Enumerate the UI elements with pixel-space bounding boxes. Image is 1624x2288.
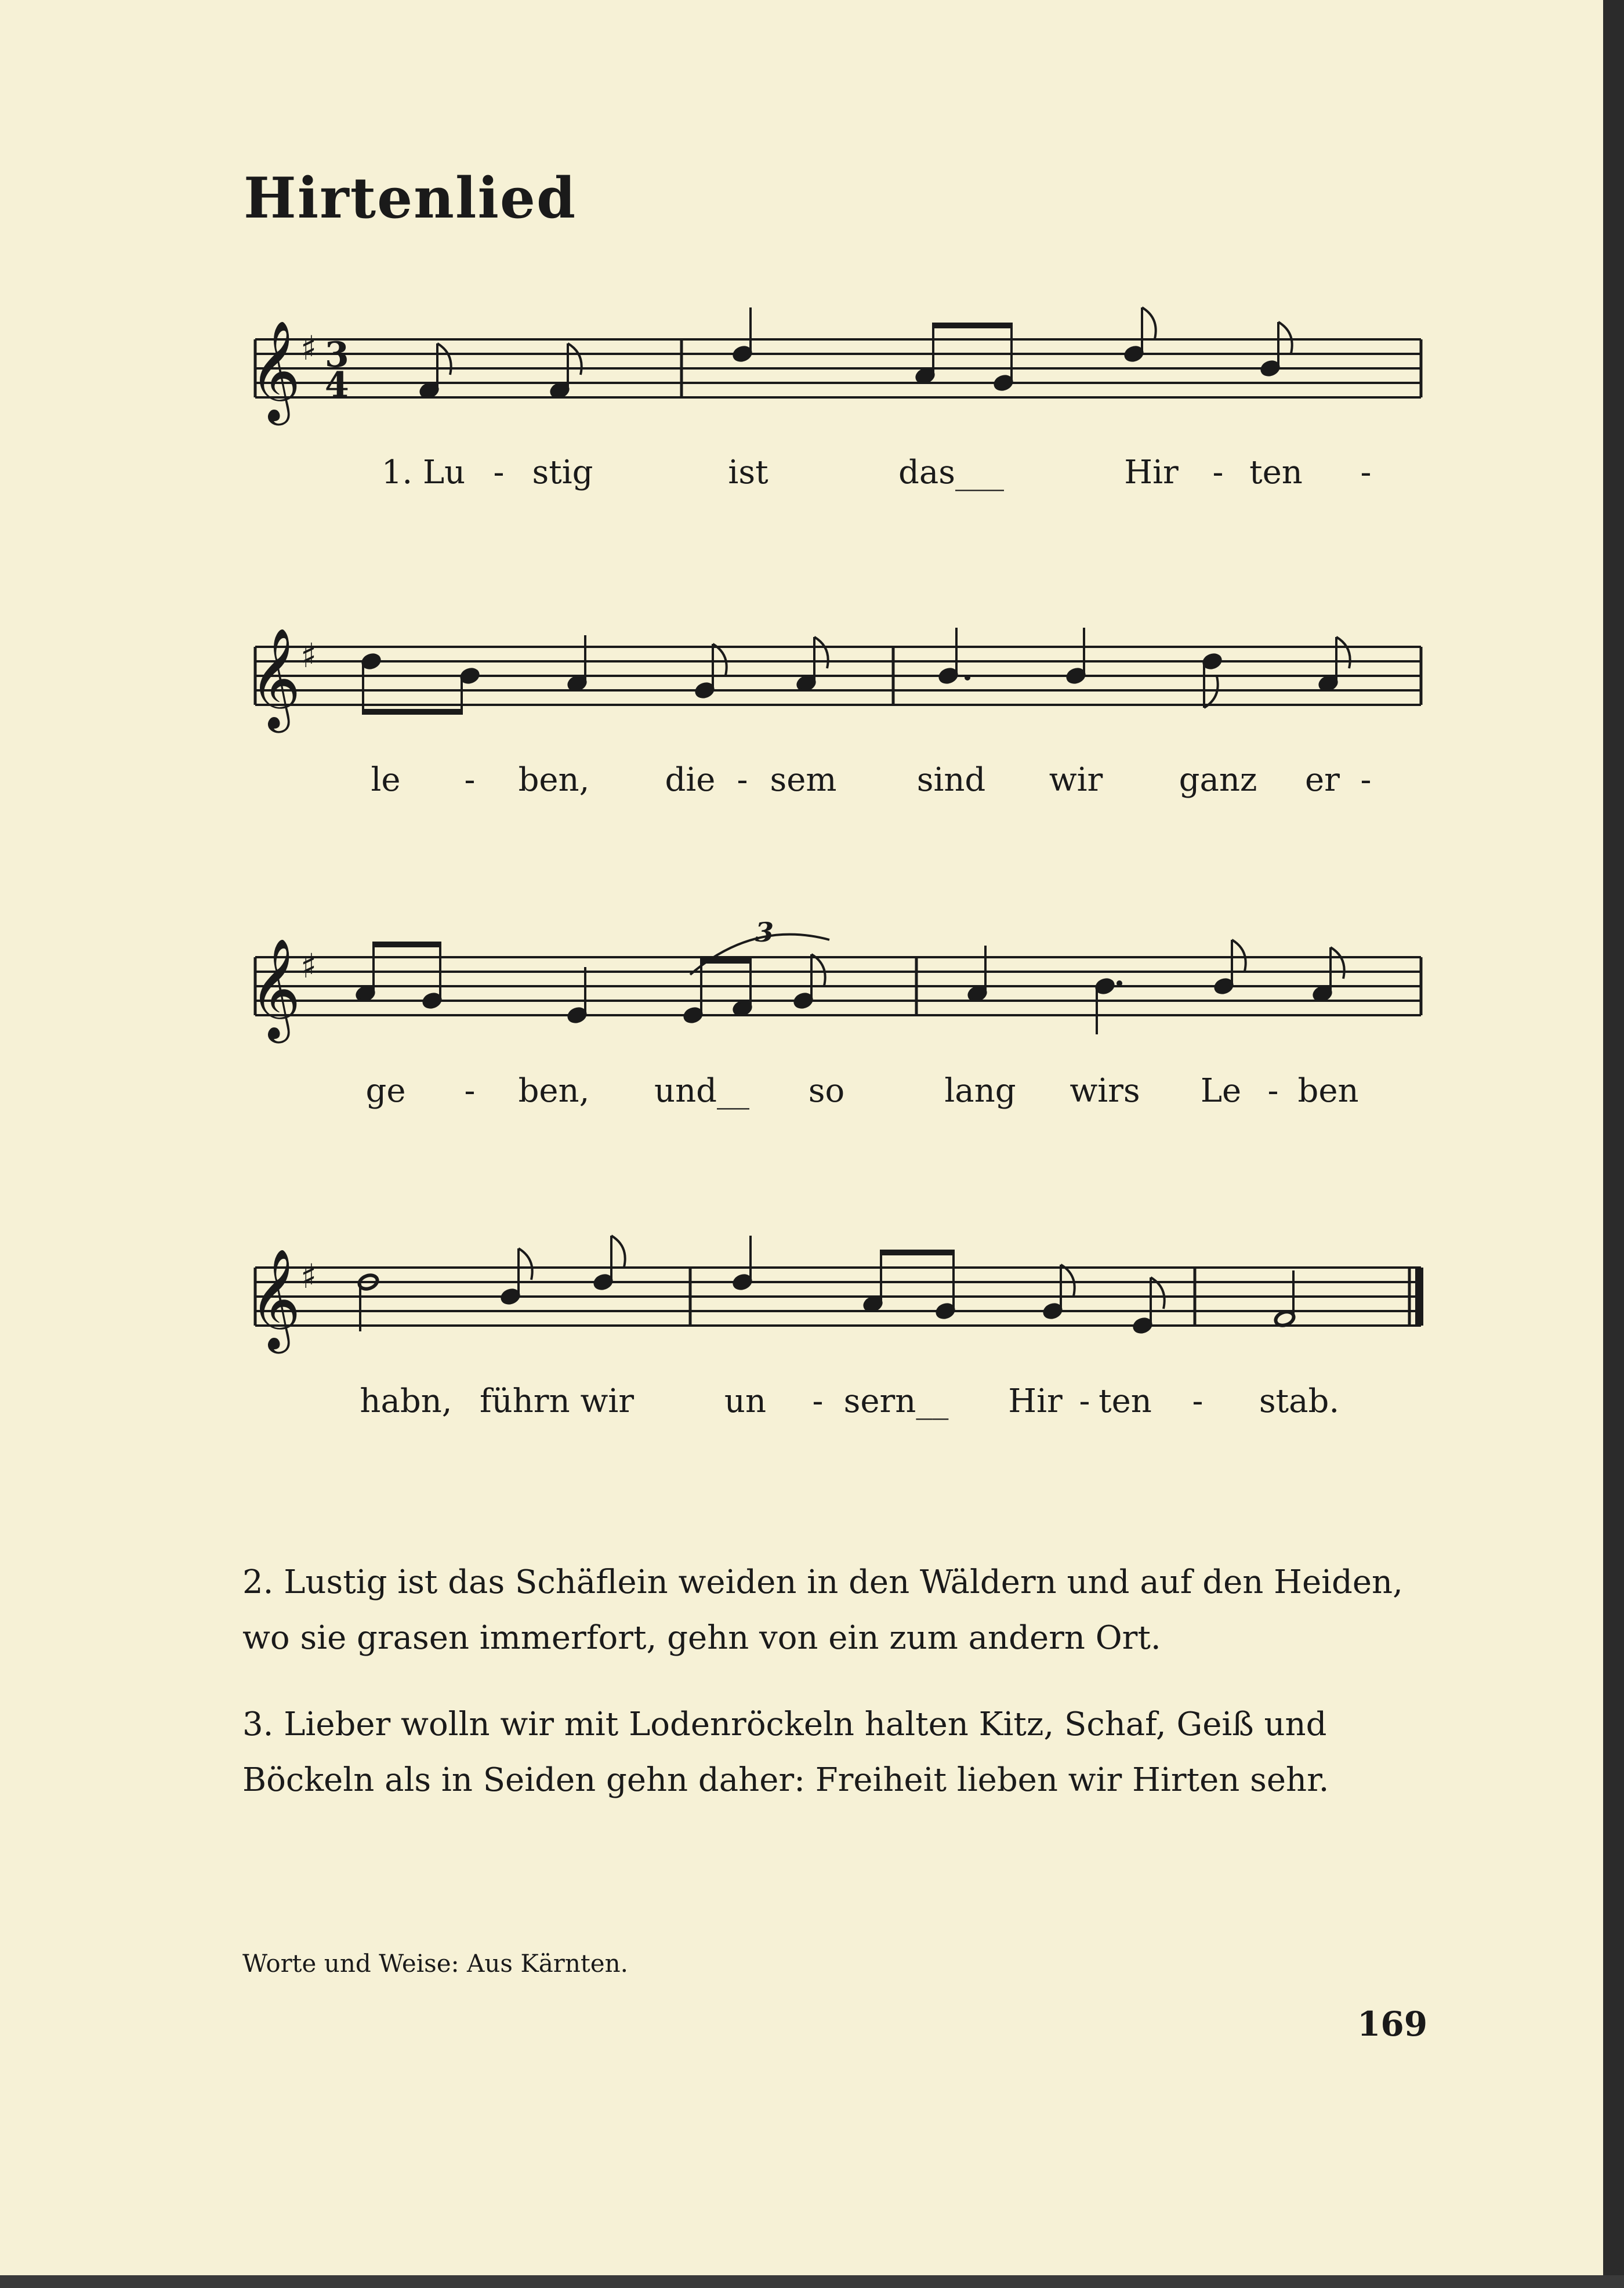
lyric-hyphen: - — [464, 761, 476, 799]
lyric-syllable: sind — [916, 761, 986, 799]
staff-system-4 — [232, 1207, 1438, 1381]
staff-lines — [255, 647, 1421, 705]
lyrics-line-4 — [232, 1382, 1438, 1435]
lyric-syllable: ist — [728, 454, 768, 491]
lyric-hyphen: - — [464, 1072, 476, 1110]
treble-clef: 𝄞 — [249, 1248, 301, 1349]
lyric-syllable: ten — [1099, 1382, 1152, 1420]
lyric-syllable: Le — [1200, 1072, 1242, 1110]
lyric-hyphen: - — [493, 454, 505, 491]
lyrics-line-2 — [232, 761, 1438, 813]
key-signature-sharp: ♯ — [300, 636, 317, 675]
lyric-syllable: wir — [1049, 761, 1103, 799]
verse-2: 2. Lustig ist das Schäflein weiden in den Wäldern und auf den Heiden, wo sie grasen immerfort, gehn von ein zum andern Ort. — [242, 1563, 1403, 1657]
lyric-syllable: lang — [944, 1072, 1016, 1110]
credits: Worte und Weise: Aus Kärnten. — [242, 1949, 629, 1978]
lyric-hyphen: - — [1192, 1382, 1204, 1420]
key-signature-sharp: ♯ — [300, 946, 317, 986]
lyric-hyphen: - — [1360, 454, 1372, 491]
page-edge-right — [1603, 0, 1624, 2288]
treble-clef: 𝄞 — [249, 320, 301, 421]
lyric-syllable: und__ — [654, 1072, 749, 1110]
lyric-hyphen: - — [1267, 1072, 1279, 1110]
page-edge-bottom — [0, 2275, 1624, 2288]
lyric-syllable: die — [665, 761, 716, 799]
lyric-syllable: ben, — [518, 761, 590, 799]
lyric-syllable: er — [1305, 761, 1340, 799]
final-barline — [1415, 1268, 1423, 1326]
tuplet-number: 3 — [755, 917, 774, 948]
lyric-syllable: das___ — [898, 454, 1004, 491]
lyric-syllable: wirs — [1070, 1072, 1140, 1110]
lyric-syllable: ben, — [518, 1072, 590, 1110]
staff-lines — [255, 1268, 1421, 1326]
key-signature-sharp: ♯ — [300, 328, 317, 368]
lyric-syllable: sern__ — [843, 1382, 949, 1420]
time-signature-top: 3 — [325, 335, 349, 375]
staff-system-2 — [232, 586, 1438, 760]
staff-system-3 — [232, 896, 1438, 1070]
lyrics-line-3 — [232, 1072, 1438, 1124]
page-number: 169 — [1357, 2004, 1428, 2044]
lyric-syllable: führn wir — [479, 1382, 635, 1420]
lyric-syllable: le — [371, 761, 401, 799]
lyric-syllable: 1. Lu — [381, 454, 466, 491]
lyric-syllable: sem — [770, 761, 837, 799]
lyric-hyphen: - — [1212, 454, 1224, 491]
lyric-syllable: Hir — [1008, 1382, 1063, 1420]
notes — [361, 628, 1350, 715]
verse-3: 3. Lieber wolln wir mit Lodenröckeln halten Kitz, Schaf, Geiß und Böckeln als in Seiden gehn daher: Freiheit lieben wir Hirten sehr. — [242, 1706, 1329, 1799]
lyric-syllable: ben — [1297, 1072, 1359, 1110]
lyric-syllable: stab. — [1259, 1382, 1340, 1420]
lyric-hyphen: - — [812, 1382, 824, 1420]
lyric-syllable: so — [808, 1072, 845, 1110]
lyric-syllable: habn, — [360, 1382, 452, 1420]
song-title: Hirtenlied — [244, 165, 577, 231]
lyric-hyphen: - — [1079, 1382, 1090, 1420]
lyric-syllable: stig — [532, 454, 593, 491]
lyric-hyphen: - — [1360, 761, 1372, 799]
notes — [357, 1236, 1296, 1334]
lyrics-line-1 — [232, 454, 1438, 506]
staff-system-1 — [232, 278, 1438, 452]
lyric-hyphen: - — [737, 761, 748, 799]
lyric-syllable: Hir — [1124, 454, 1179, 491]
time-signature-bottom: 4 — [325, 365, 349, 406]
lyric-syllable: un — [724, 1382, 767, 1420]
lyric-syllable: ganz — [1179, 761, 1257, 799]
treble-clef: 𝄞 — [249, 938, 301, 1039]
key-signature-sharp: ♯ — [300, 1257, 317, 1296]
lyric-syllable: ten — [1249, 454, 1303, 491]
lyric-syllable: ge — [365, 1072, 406, 1110]
treble-clef: 𝄞 — [249, 628, 301, 729]
